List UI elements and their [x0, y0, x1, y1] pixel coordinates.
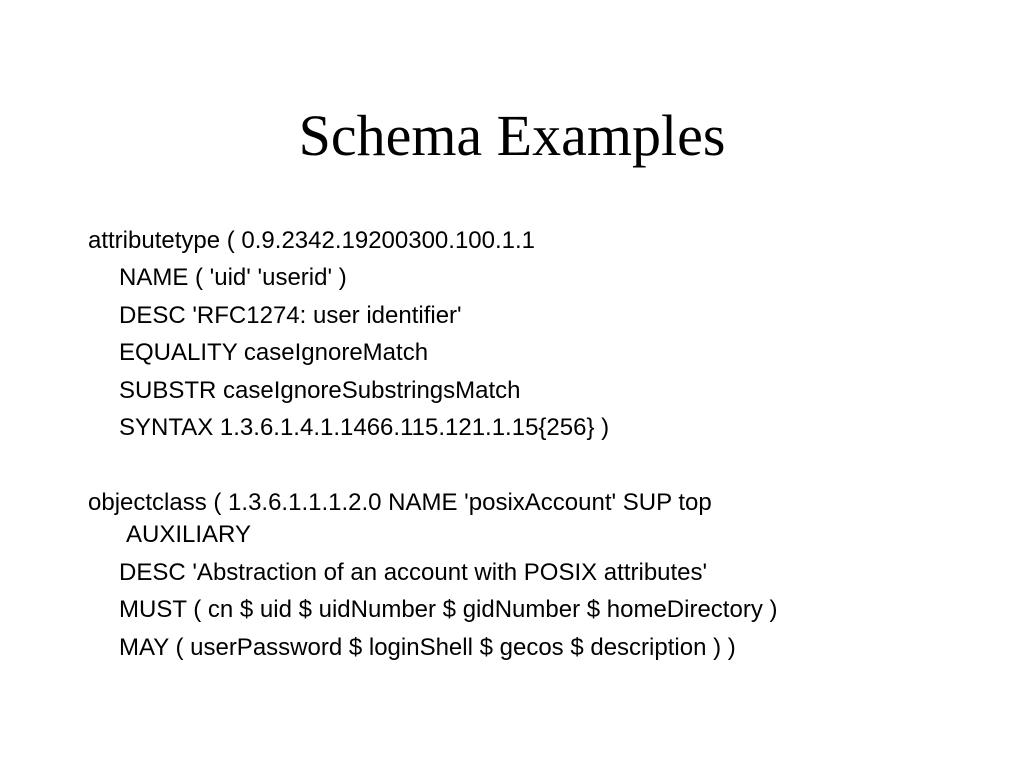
objectclass-must-line: MUST ( cn $ uid $ uidNumber $ gidNumber $ homeDirectory ): [119, 596, 778, 623]
slide-title: Schema Examples: [298, 103, 726, 168]
attributetype-name-line: NAME ( 'uid' 'userid' ): [119, 264, 347, 291]
attributetype-header: attributetype ( 0.9.2342.19200300.100.1.1: [88, 227, 536, 254]
objectclass-desc-line: DESC 'Abstraction of an account with POSIX attributes': [119, 559, 708, 586]
objectclass-may-line: MAY ( userPassword $ loginShell $ gecos $ description ) ): [119, 634, 736, 661]
objectclass-header-wrap: AUXILIARY: [126, 521, 251, 548]
attributetype-substr-line: SUBSTR caseIgnoreSubstringsMatch: [119, 377, 521, 404]
attributetype-syntax-line: SYNTAX 1.3.6.1.4.1.1466.115.121.1.15{256} ): [119, 414, 610, 441]
objectclass-header: objectclass ( 1.3.6.1.1.1.2.0 NAME 'posixAccount' SUP top: [88, 489, 712, 516]
attributetype-equality-line: EQUALITY caseIgnoreMatch: [119, 339, 429, 366]
attributetype-desc-line: DESC 'RFC1274: user identifier': [119, 302, 462, 329]
